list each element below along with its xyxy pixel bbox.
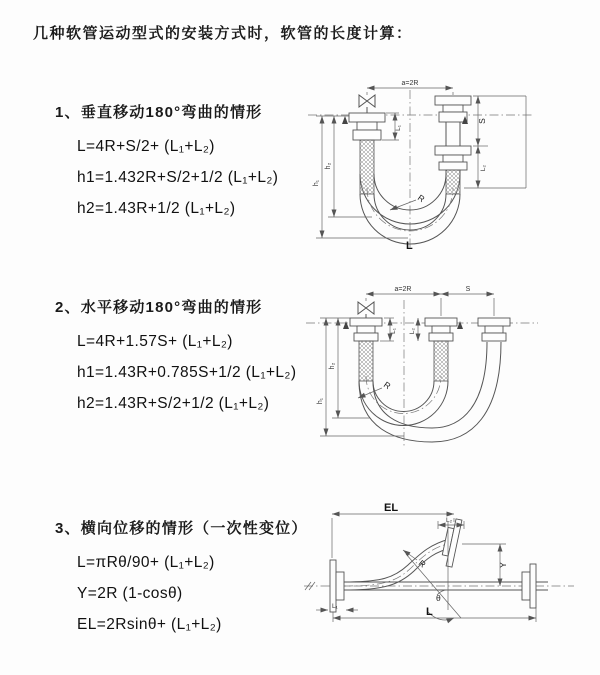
diagram-lateral-displacement [296, 498, 598, 652]
formula-line: h1=1.432R+S/2+1/2 (L₁+L₂) [77, 169, 279, 186]
dim-label-l-total: L [406, 240, 413, 252]
valve-symbol [358, 302, 374, 318]
radius-callout [358, 379, 393, 398]
dim-label-r: R [381, 379, 393, 392]
hose-arcs [359, 342, 501, 442]
dim-label-a2r: a=2R [401, 80, 419, 87]
dimension-s [464, 96, 526, 188]
dim-label-theta: θ [436, 593, 441, 603]
dimension-l2 [409, 318, 418, 341]
section-3-heading: 3、横向位移的情形（一次性变位） [55, 520, 308, 537]
dim-label-r: R [416, 557, 428, 570]
diagram-horizontal-180 [300, 276, 594, 456]
formula-line: L=4R+1.57S+ (L₁+L₂) [77, 333, 233, 350]
dim-label-h1: h₁ [317, 397, 324, 405]
section-2-heading: 2、水平移动180°弯曲的情形 [55, 299, 263, 316]
left-hose-fitting [343, 318, 382, 381]
formula-line: Y=2R (1-cosθ) [77, 585, 183, 602]
dim-label-h1: h₁ [313, 179, 320, 187]
dim-label-s: S [465, 286, 471, 293]
dim-label-s: S [477, 118, 487, 124]
middle-hose-fitting [425, 318, 463, 381]
right-hose-fitting-lower [435, 116, 471, 194]
formula-line: h2=1.43R+1/2 (L₁+L₂) [77, 200, 236, 217]
dimension-l-total [333, 606, 536, 622]
dim-label-h2: h₂ [325, 162, 332, 170]
dim-label-l1: L₁ [390, 328, 397, 334]
dimension-a2r [366, 286, 494, 316]
dim-label-y: Y [498, 562, 508, 568]
formula-line: EL=2Rsinθ+ (L₁+L₂) [77, 616, 222, 633]
section-1-heading: 1、垂直移动180°弯曲的情形 [55, 104, 263, 121]
dimension-y [462, 544, 508, 586]
dim-label-h2: h₂ [329, 362, 336, 370]
valve-symbol [359, 95, 375, 113]
dim-label-r: R [415, 192, 427, 205]
dim-label-el: EL [384, 502, 399, 514]
diagram-vertical-180 [300, 68, 594, 252]
page-title: 几种软管运动型式的安装方式时，软管的长度计算： [33, 25, 413, 42]
right-hose-fitting [478, 318, 510, 341]
dimension-l1 [316, 603, 358, 610]
dim-label-l2: L₂ [446, 517, 453, 524]
dim-label-l2: L₂ [480, 164, 487, 172]
dim-label-l2: L₂ [409, 327, 416, 335]
formula-line: h1=1.43R+0.785S+1/2 (L₁+L₂) [77, 364, 297, 381]
displaced-hose [344, 518, 462, 590]
dimension-s [441, 286, 494, 294]
formula-line: L=4R+S/2+ (L₁+L₂) [77, 138, 215, 155]
dimension-l1 [380, 318, 397, 341]
dim-label-l: L [426, 606, 433, 618]
centerlines [308, 90, 532, 248]
formula-line: L=πRθ/90+ (L₁+L₂) [77, 554, 215, 571]
left-hose-fitting [342, 113, 385, 194]
dim-label-l1: L₁ [395, 125, 402, 131]
dimension-el [332, 502, 454, 558]
dim-label-l1: L₁ [332, 603, 338, 610]
formula-line: h2=1.43R+S/2+1/2 (L₁+L₂) [77, 395, 270, 412]
dim-label-a2r: a=2R [394, 286, 412, 293]
